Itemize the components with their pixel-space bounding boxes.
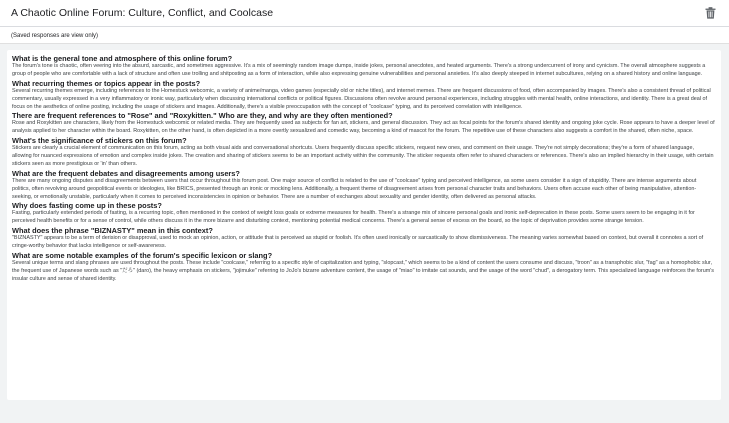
trash-icon[interactable] [705, 7, 716, 19]
qa-item [12, 136, 715, 169]
qa-item [12, 169, 715, 202]
question-heading: Why does fasting come up in these posts? [12, 201, 162, 211]
question-heading: What are some notable examples of the forum's specific lexicon or slang? [12, 250, 273, 260]
title-bar [0, 0, 729, 27]
question-heading: What does the phrase "BIZNASTY" mean in this context? [12, 226, 213, 236]
answer-text: "BIZNASTY" appears to be a term of derision or disapproval, used to mock an opinion, action, or attitude that is perceived as stupid or foolish. It's often used ironically or sarcastically to show dismissiveness. The meaning varies somewhat based on context, but overall it connotes a sort of cringe-worthy behavior that lacks intelligence or self-awareness. [12, 235, 704, 249]
question-heading: What's the significance of stickers on this forum? [12, 136, 187, 146]
qa-item [12, 251, 715, 284]
question-heading: What are the frequent debates and disagreements among users? [12, 168, 240, 178]
qa-item [12, 201, 715, 226]
answer-text: Stickers are clearly a crucial element of communication on this forum, acting as both visual aids and conversational shortcuts. Users frequently discuss specific stickers, request new ones, and comment on their usage. They're not simply decorations; they're a form of shared language, allowing for nuanced expressions of emotion and complex inside jokes. The creation and sharing of stickers seems to be an important activity within the community. The sticker requests often refer to shared characters or references. There's also an implied hierarchy in their usage, with certain stickers seen as more prestigious or 'in' than others. [12, 145, 714, 167]
answer-text: Fasting, particularly extended periods of fasting, is a recurring topic, often mentioned in the context of weight loss goals or extreme measures for health. There's a strange mix of sincere personal goals and ironic self-deprecation in these posts. Some users seem to be engaging in it for perceived health benefits or for a sense of control, while others discuss it in the more bizarre and disturbing context, mentioning potential medical concerns. There's a general sense of excess on the board, so the topic of deprivation provides some strange tension. [12, 210, 695, 225]
qa-item [12, 54, 715, 79]
answer-text: Several unique terms and slang phrases are used throughout the posts. These include "coolcase," referring to a specific style of capitalization and typing, "slopcast," which seems to be a kind of content the users consume and discuss, "troon" as a transphobic slur, "fag" as a homophobic slur, the frequent use of Japanese words such as "だろ" (daro), the heavy emphasis on stickers, "jojimuke" referring to JoJo's bizarre adventure content, the usage of "miao" to imitate cat sounds, and the usage of the word "chud", a derogatory term. This specialized language reinforces the forum's insular culture and sense of shared identity. [12, 259, 715, 282]
qa-item [12, 226, 715, 251]
answer-text: Rose and Roxykitten are characters, likely from the Homestuck webcomic or related media. They are frequently used as subjects for fan art, stickers, and general discussion. They act as focal points for the forum's shared identity and ongoing joke cycle. Rose appears to have a deeper level of analysis applied to her character within the board. Roxykitten, on the other hand, is often depicted in a more overtly sexualized and comedic way, becoming a kind of mascot for the forum. The repetitive use of these characters also suggests a comfort in the shared, often niche, space. [12, 120, 715, 135]
page-title: A Chaotic Online Forum: Culture, Conflict, and Coolcase [11, 7, 274, 19]
answer-text: Several recurring themes emerge, including references to the Homestuck webcomic, a variety of anime/manga, video games (especially old or niche titles), and internet memes. There are frequent discussions of food, often accompanied by images. There's also a consistent thread of political commentary, usually expressed in a very inflammatory or ironic way, particularly when discussing international conflicts or political figures. Discussions often revolve around personal experiences, including struggles with mental health, online interactions, and identity. There is a great deal of focus on the aesthetics of online posting, including the usage of stickers and images. Additionally, there's a visible preoccupation with the concept of "coolcase" typing, and its perceived correlation with intelligence. [12, 87, 711, 110]
question-heading: There are frequent references to "Rose" and "Roxykitten." Who are they, and why are they often mentioned? [12, 111, 393, 121]
answer-text: The forum's tone is chaotic, often veering into the absurd, sarcastic, and sometimes aggressive. It's a mix of seemingly random image dumps, inside jokes, personal anecdotes, and heated arguments. There's a strong undercurrent of irony and cynicism. The overall atmosphere suggests a group of people who are comfortable with a lack of structure and often use trolling and shitposting as a form of interaction, while also expressing genuine vulnerabilities and personal anxieties. It's also deeply steeped in internet subcultures, relying on a shared history and online language. [12, 63, 706, 77]
view-only-bar [0, 27, 729, 44]
qa-item [12, 111, 715, 136]
view-only-note: (Saved responses are view only) [11, 33, 99, 39]
question-heading: What is the general tone and atmosphere of this online forum? [12, 54, 233, 63]
answer-text: There are many ongoing disputes and disagreements between users that occur throughout this forum post. One major source of conflict is related to the use of "coolcase" typing and perceived intelligence, as some users consider it a sign of stupidity. There are intense arguments about politics, often revolving around geopolitical events or ideologies, like BRICS, presented through an ironic or mocking lens. Additionally, a frequent theme of disagreement arises from personal character traits and behaviors. Users often accuse each other of being manipulative, attention-seeking, or emotionally unstable, particularly when it comes to perceived inconsistencies in opinion or behavior. There are a number of exchanges about sexuality and gender identity, often delivered as personal attacks. [12, 177, 697, 200]
qa-item [12, 79, 715, 112]
question-heading: What recurring themes or topics appear in the posts? [12, 78, 201, 88]
response-content[interactable] [7, 50, 721, 400]
